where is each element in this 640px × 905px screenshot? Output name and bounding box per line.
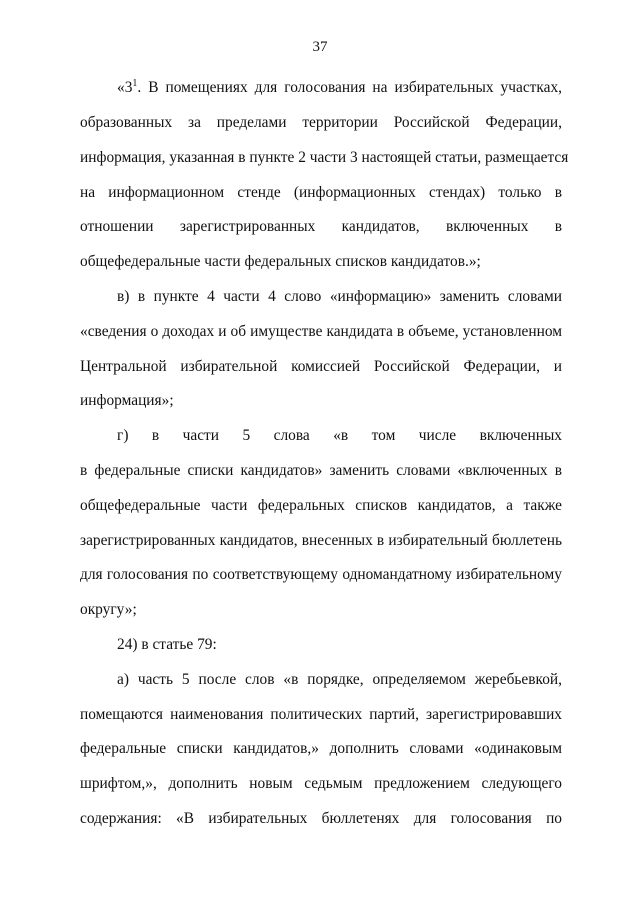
text-line: для голосования по соответствующему одномандатному избирательному <box>80 566 562 583</box>
text-line: содержания: «В избирательных бюллетенях для голосования по <box>80 810 562 827</box>
superscript: 1 <box>132 77 138 89</box>
text-line: в) в пункте 4 части 4 слово «информацию» заменить словами <box>117 288 562 305</box>
text-line: округу»; <box>80 601 137 618</box>
text-line: федеральные списки кандидатов,» дополнить словами «одинаковым <box>80 740 562 757</box>
text-line: а) часть 5 после слов «в порядке, определяемом жеребьевкой, <box>117 671 562 688</box>
text-fragment: . В помещениях для голосования на избирательных участках, <box>137 79 562 96</box>
text-line <box>117 78 562 98</box>
text-line: на информационном стенде (информационных стендах) только в <box>80 184 562 201</box>
page-number: 37 <box>312 39 328 55</box>
text-line: в федеральные списки кандидатов» заменить словами «включенных в <box>80 462 562 479</box>
text-line: помещаются наименования политических партий, зарегистрировавших <box>80 706 562 723</box>
text-line: общефедеральные части федеральных списков кандидатов, а также <box>80 497 562 514</box>
text-line: 24) в статье 79: <box>117 636 217 653</box>
text-fragment: «3 <box>117 79 133 96</box>
text-line: отношении зарегистрированных кандидатов, включенных в <box>80 218 562 235</box>
text-line: зарегистрированных кандидатов, внесенных в избирательный бюллетень <box>80 532 562 549</box>
text-line: шрифтом,», дополнить новым седьмым предложением следующего <box>80 775 562 792</box>
text-line: «сведения о доходах и об имуществе кандидата в объеме, установленном <box>80 323 562 340</box>
text-line: общефедеральные части федеральных списков кандидатов.»; <box>80 253 481 270</box>
text-line: Центральной избирательной комиссией Российской Федерации, и <box>80 358 562 375</box>
text-line: образованных за пределами территории Российской Федерации, <box>80 114 562 131</box>
text-line: информация»; <box>80 392 174 409</box>
text-line: информация, указанная в пункте 2 части 3 настоящей статьи, размещается <box>80 149 569 166</box>
text-line: г) в части 5 слова «в том числе включенных <box>117 427 562 444</box>
